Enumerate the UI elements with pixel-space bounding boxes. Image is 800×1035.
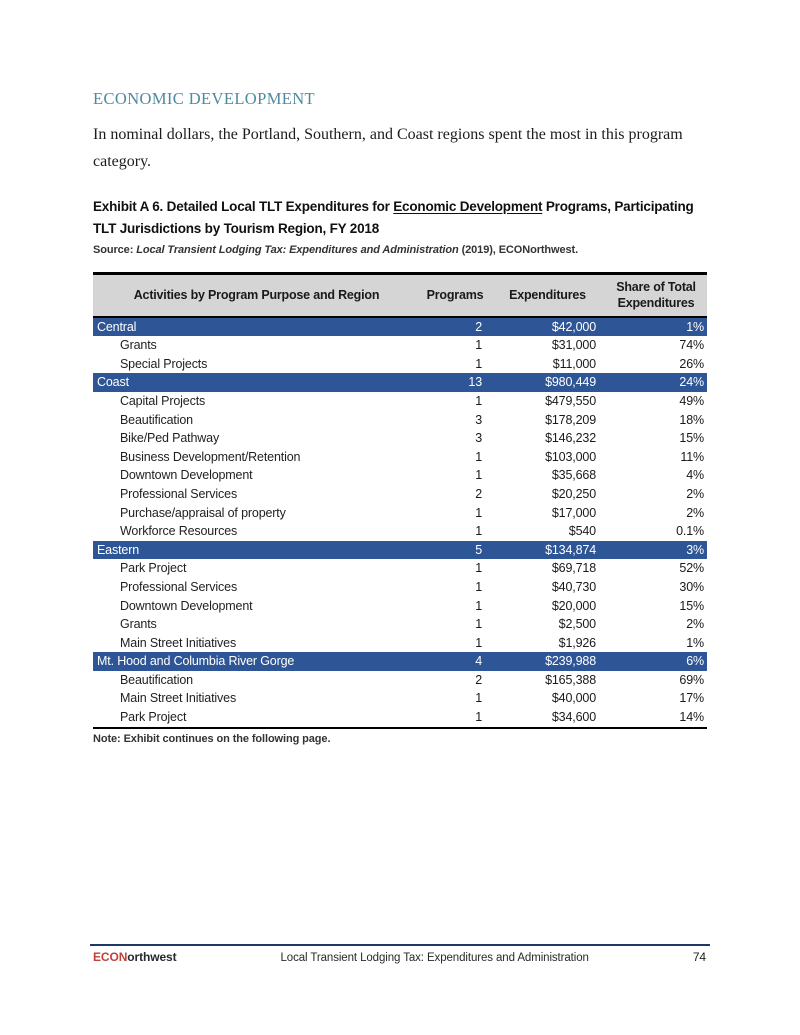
activity-name: Main Street Initiatives — [120, 691, 237, 706]
activity-share: 74% — [679, 338, 704, 353]
activity-programs: 1 — [475, 393, 482, 408]
region-row — [93, 373, 707, 392]
activity-row — [93, 392, 707, 411]
activity-share: 2% — [686, 486, 704, 501]
activity-expenditures: $20,000 — [551, 598, 596, 613]
activity-programs: 2 — [475, 486, 482, 501]
footer-page-number: 74 — [692, 950, 706, 964]
activity-programs: 1 — [475, 617, 482, 632]
activity-expenditures: $40,730 — [551, 579, 596, 594]
region-row — [93, 317, 707, 337]
activity-programs: 1 — [475, 691, 482, 706]
region-expenditures: $980,449 — [490, 373, 605, 392]
col-header-programs: Programs — [420, 274, 490, 317]
activity-name: Grants — [120, 338, 157, 353]
page-footer — [90, 944, 710, 964]
region-name: Mt. Hood and Columbia River Gorge — [93, 652, 420, 671]
activity-share: 15% — [679, 598, 704, 613]
activity-name: Beautification — [120, 672, 193, 687]
activity-share: 17% — [679, 691, 704, 706]
activity-expenditures: $479,550 — [545, 393, 596, 408]
activity-name: Beautification — [120, 412, 193, 427]
source-line — [93, 244, 707, 256]
activity-row — [93, 466, 707, 485]
activity-programs: 1 — [475, 598, 482, 613]
region-share: 3% — [605, 541, 707, 560]
activity-row — [93, 615, 707, 634]
activity-name: Workforce Resources — [120, 524, 238, 539]
region-row — [93, 652, 707, 671]
activity-name: Professional Services — [120, 486, 238, 501]
activity-share: 2% — [686, 617, 704, 632]
activity-programs: 1 — [475, 505, 482, 520]
activity-programs: 3 — [475, 412, 482, 427]
activity-row — [93, 597, 707, 616]
activity-row — [93, 578, 707, 597]
region-programs: 2 — [420, 317, 490, 337]
activity-expenditures: $1,926 — [558, 635, 596, 650]
source-publication: Local Transient Lodging Tax: Expenditures and Administration — [136, 244, 459, 257]
activity-row — [93, 448, 707, 467]
region-name: Coast — [93, 373, 420, 392]
exhibit-title-prefix: Exhibit A 6. Detailed Local TLT Expenditures for — [93, 198, 394, 214]
activity-expenditures: $40,000 — [551, 691, 596, 706]
activity-expenditures: $35,668 — [551, 468, 596, 483]
activity-expenditures: $17,000 — [551, 505, 596, 520]
activity-name: Purchase/appraisal of property — [120, 505, 286, 520]
exhibit-title-suffix: Programs, Participating TLT Jurisdictions by Tourism Region, FY 2018 — [93, 198, 694, 237]
activity-name: Downtown Development — [120, 468, 253, 483]
region-share: 1% — [605, 317, 707, 337]
footer-brand-rest: orthwest — [127, 950, 177, 964]
activity-programs: 1 — [475, 468, 482, 483]
footer-doc-title: Local Transient Lodging Tax: Expenditures and Administration — [280, 952, 589, 964]
exhibit-title — [93, 196, 707, 241]
region-share: 6% — [605, 652, 707, 671]
activity-expenditures: $34,600 — [551, 710, 596, 725]
region-name: Eastern — [93, 541, 420, 560]
activity-row — [93, 336, 707, 355]
region-share: 24% — [605, 373, 707, 392]
activity-share: 4% — [686, 468, 704, 483]
intro-paragraph: In nominal dollars, the Portland, Southern, and Coast regions spent the most in this program category. — [93, 126, 683, 170]
activity-share: 49% — [679, 393, 704, 408]
region-programs: 5 — [420, 541, 490, 560]
activity-row — [93, 411, 707, 430]
activity-programs: 1 — [475, 579, 482, 594]
activity-expenditures: $165,388 — [545, 672, 596, 687]
expenditures-table — [93, 272, 707, 729]
activity-name: Professional Services — [120, 579, 238, 594]
activity-programs: 1 — [475, 710, 482, 725]
activity-name: Capital Projects — [120, 393, 206, 408]
activity-expenditures: $20,250 — [551, 486, 596, 501]
col-header-share: Share of Total Expenditures — [605, 274, 707, 317]
table-header — [93, 274, 707, 317]
table-body — [93, 317, 707, 728]
table-header-row — [93, 274, 707, 317]
col-header-expenditures: Expenditures — [490, 274, 605, 317]
region-expenditures: $42,000 — [490, 317, 605, 337]
region-name: Central — [93, 317, 420, 337]
activity-share: 2% — [686, 505, 704, 520]
page-content — [93, 0, 707, 745]
activity-name: Downtown Development — [120, 598, 253, 613]
activity-programs: 2 — [475, 672, 482, 687]
activity-name: Main Street Initiatives — [120, 635, 237, 650]
table-note: Note: Exhibit continues on the following page. — [93, 732, 331, 745]
activity-row — [93, 355, 707, 374]
activity-share: 26% — [679, 356, 704, 371]
region-expenditures: $239,988 — [490, 652, 605, 671]
activity-expenditures: $31,000 — [551, 338, 596, 353]
activity-share: 15% — [679, 431, 704, 446]
activity-programs: 1 — [475, 524, 482, 539]
section-heading: ECONOMIC DEVELOPMENT — [93, 89, 316, 108]
activity-row — [93, 522, 707, 541]
activity-row — [93, 671, 707, 690]
activity-share: 30% — [679, 579, 704, 594]
activity-share: 18% — [679, 412, 704, 427]
region-programs: 4 — [420, 652, 490, 671]
activity-row — [93, 485, 707, 504]
activity-share: 11% — [680, 449, 704, 464]
activity-expenditures: $540 — [568, 524, 596, 539]
exhibit-title-underlined-term: Economic Development — [393, 198, 543, 214]
activity-expenditures: $146,232 — [545, 431, 596, 446]
activity-programs: 1 — [475, 449, 482, 464]
activity-row — [93, 429, 707, 448]
footer-brand-red: ECON — [93, 950, 128, 964]
activity-row — [93, 708, 707, 728]
activity-programs: 1 — [475, 561, 482, 576]
activity-name: Special Projects — [120, 356, 208, 371]
activity-name: Business Development/Retention — [120, 449, 301, 464]
activity-share: 14% — [679, 710, 704, 725]
col-header-activities: Activities by Program Purpose and Region — [93, 274, 420, 317]
region-expenditures: $134,874 — [490, 541, 605, 560]
activity-name: Park Project — [120, 710, 187, 725]
activity-name: Park Project — [120, 561, 187, 576]
activity-share: 52% — [679, 561, 704, 576]
source-label: Source: — [93, 244, 137, 257]
activity-share: 0.1% — [676, 524, 704, 539]
activity-row — [93, 634, 707, 653]
activity-expenditures: $178,209 — [545, 412, 596, 427]
activity-programs: 1 — [475, 635, 482, 650]
footer-brand-logo — [90, 950, 177, 964]
activity-share: 69% — [679, 672, 704, 687]
source-suffix: (2019), ECONorthwest. — [458, 244, 579, 257]
region-row — [93, 541, 707, 560]
activity-programs: 1 — [475, 338, 482, 353]
activity-row — [93, 559, 707, 578]
activity-share: 1% — [686, 635, 704, 650]
activity-programs: 1 — [475, 356, 482, 371]
region-programs: 13 — [420, 373, 490, 392]
activity-expenditures: $69,718 — [551, 561, 596, 576]
activity-expenditures: $2,500 — [558, 617, 596, 632]
activity-name: Grants — [120, 617, 157, 632]
activity-expenditures: $11,000 — [552, 356, 596, 371]
activity-row — [93, 504, 707, 523]
activity-programs: 3 — [475, 431, 482, 446]
activity-expenditures: $103,000 — [545, 449, 596, 464]
activity-name: Bike/Ped Pathway — [120, 431, 220, 446]
activity-row — [93, 689, 707, 708]
